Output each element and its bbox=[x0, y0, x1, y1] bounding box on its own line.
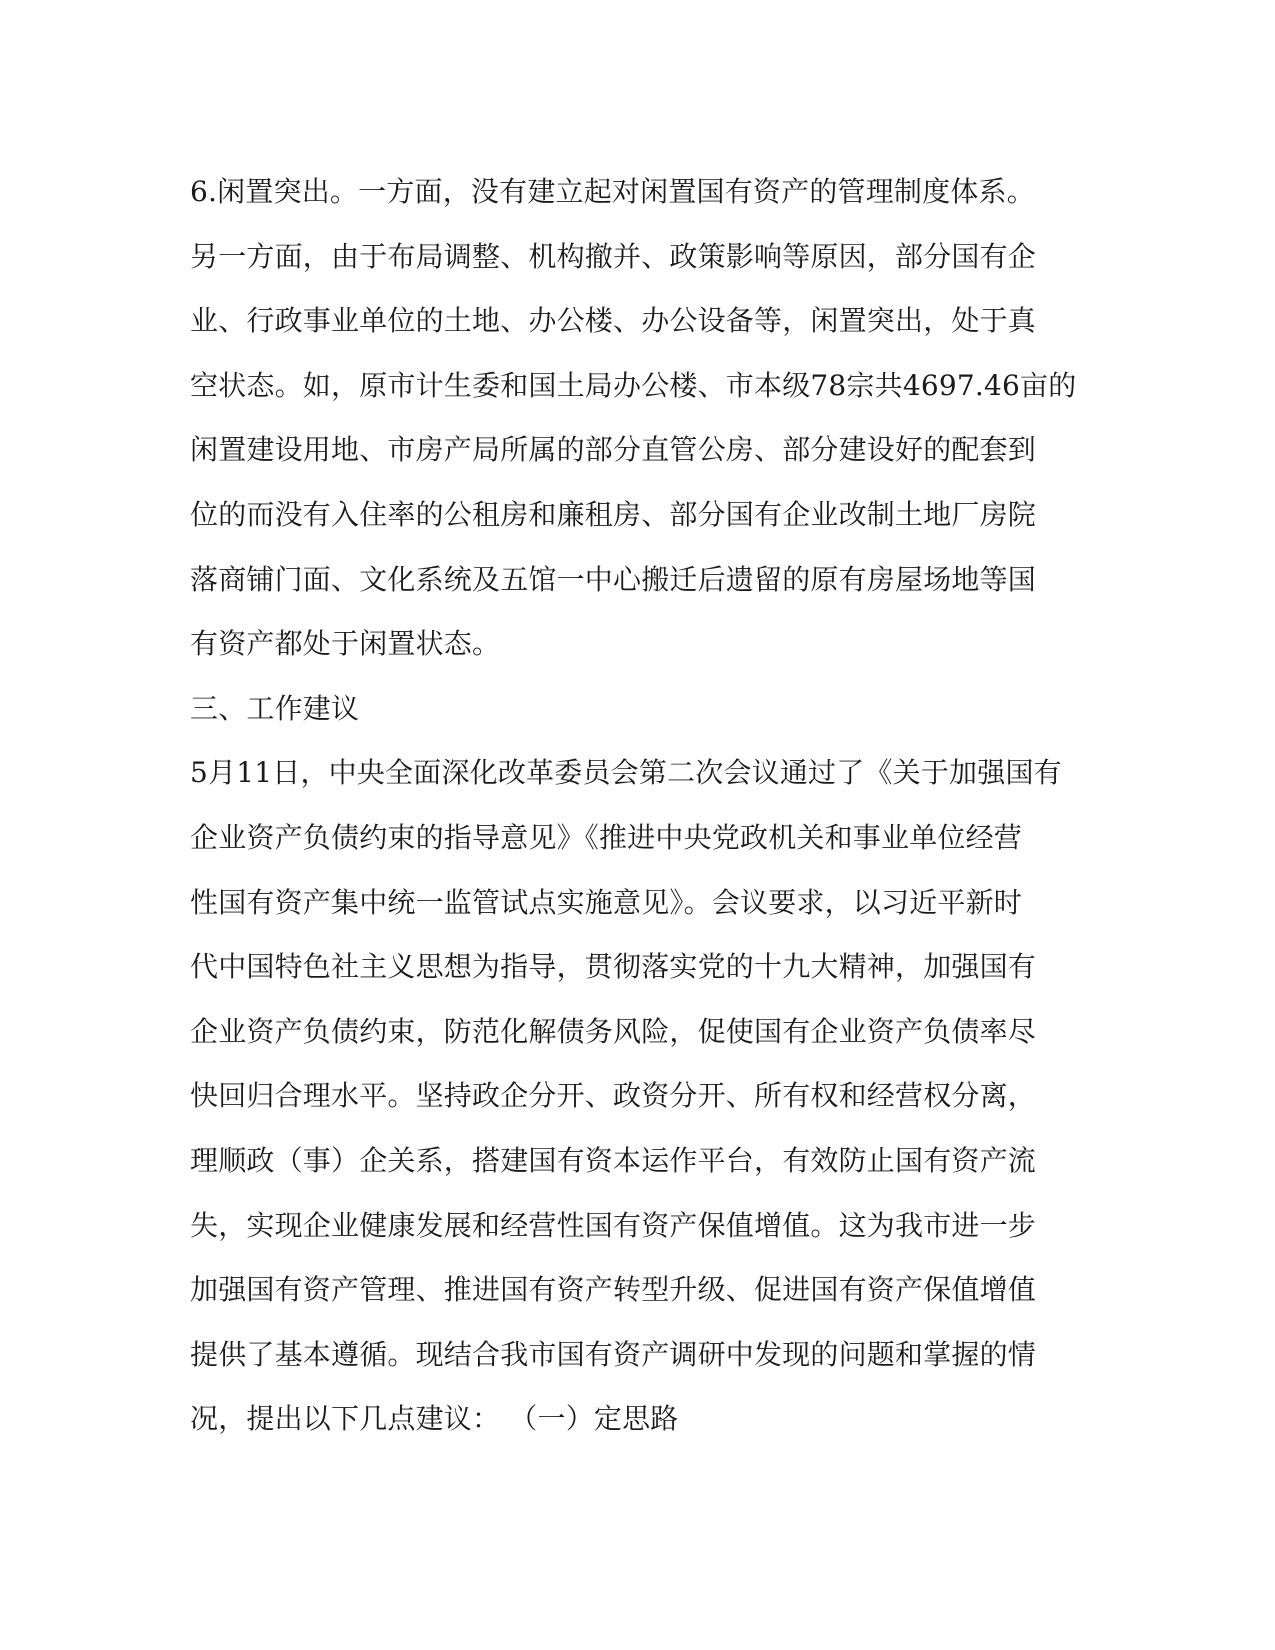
text-line: 性国有资产集中统一监管试点实施意见》。会议要求，以习近平新时 bbox=[190, 885, 1023, 919]
section-heading: 三、工作建议 bbox=[190, 691, 360, 725]
text-line: 有资产都处于闲置状态。 bbox=[190, 627, 501, 661]
text-line: 理顺政（事）企关系，搭建国有资本运作平台，有效防止国有资产流 bbox=[190, 1143, 1037, 1177]
text-line: 失，实现企业健康发展和经营性国有资产保值增值。这为我市进一步 bbox=[190, 1208, 1037, 1242]
text-line: 加强国有资产管理、推进国有资产转型升级、促进国有资产保值增值 bbox=[190, 1273, 1037, 1307]
text-line: 落商铺门面、文化系统及五馆一中心搬迁后遗留的原有房屋场地等国 bbox=[190, 562, 1037, 596]
text-line: 业、行政事业单位的土地、办公楼、办公设备等，闲置突出，处于真 bbox=[190, 304, 1037, 338]
text-line: 提供了基本遵循。现结合我市国有资产调研中发现的问题和掌握的情 bbox=[190, 1337, 1037, 1371]
text-line: 快回归合理水平。坚持政企分开、政资分开、所有权和经营权分离， bbox=[190, 1079, 1037, 1113]
text-line: 闲置建设用地、市房产局所属的部分直管公房、部分建设好的配套到 bbox=[190, 433, 1037, 467]
text-line: 企业资产负债约束，防范化解债务风险，促使国有企业资产负债率尽 bbox=[190, 1014, 1037, 1048]
text-line: 另一方面，由于布局调整、机构撤并、政策影响等原因，部分国有企 bbox=[190, 239, 1037, 273]
text-line: 况，提出以下几点建议： （一）定思路 bbox=[190, 1402, 679, 1436]
text-line: 空状态。如，原市计生委和国土局办公楼、市本级78宗共4697.46亩的 bbox=[190, 368, 1077, 402]
text-line: 5月11日，中央全面深化改革委员会第二次会议通过了《关于加强国有 bbox=[190, 756, 1062, 790]
text-line: 位的而没有入住率的公租房和廉租房、部分国有企业改制土地厂房院 bbox=[190, 497, 1037, 531]
text-line: 6.闲置突出。一方面，没有建立起对闲置国有资产的管理制度体系。 bbox=[190, 175, 1035, 208]
text-line: 企业资产负债约束的指导意见》《推进中央党政机关和事业单位经营 bbox=[190, 820, 1023, 854]
text-line: 代中国特色社主义思想为指导，贯彻落实党的十九大精神，加强国有 bbox=[190, 950, 1037, 984]
document-body bbox=[190, 160, 1090, 1452]
